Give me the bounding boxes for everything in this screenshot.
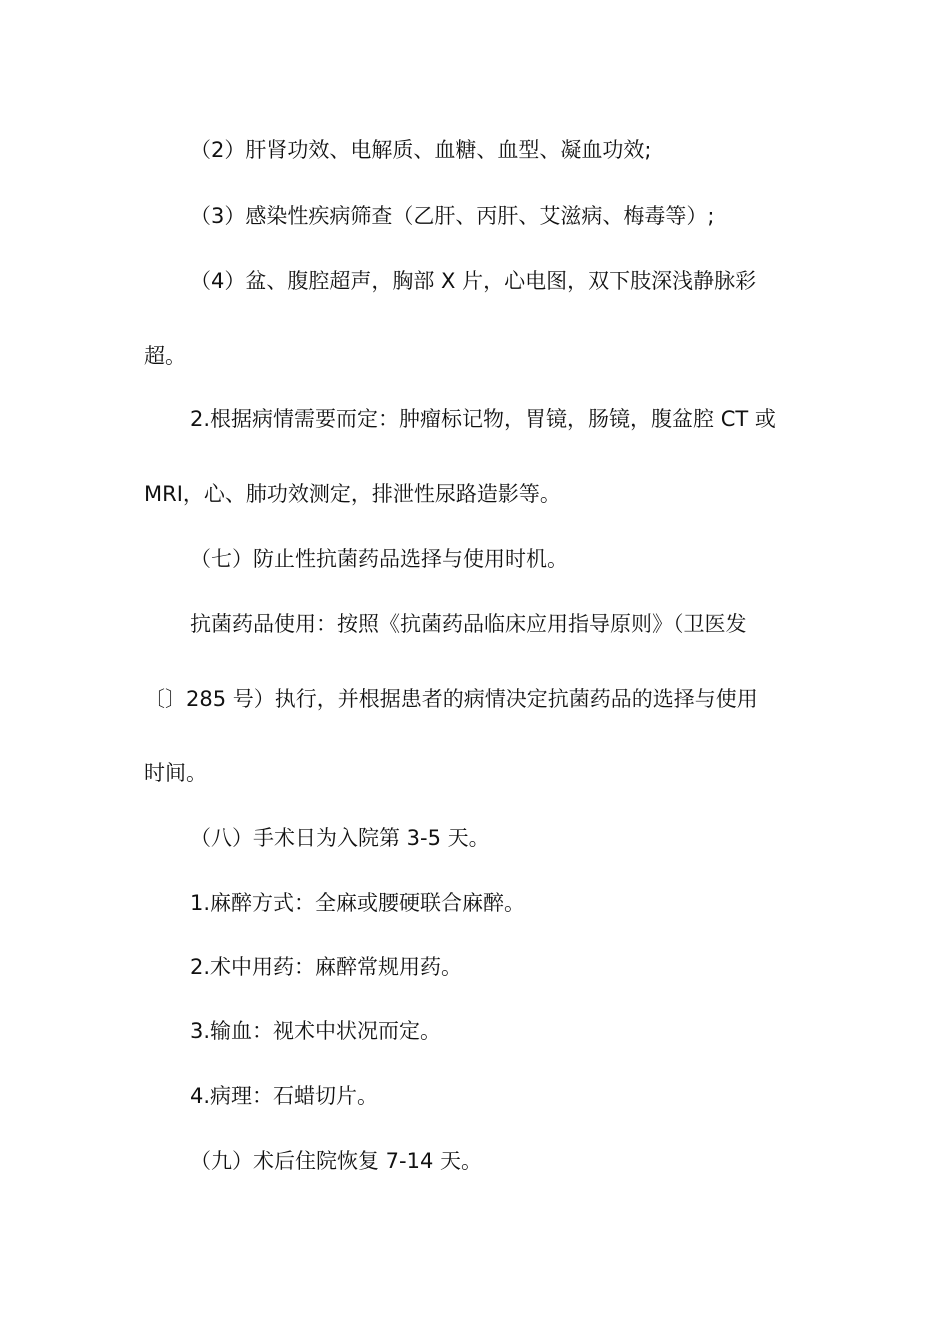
text-line-infection-screening: （3）感染性疾病筛查（乙肝、丙肝、艾滋病、梅毒等）; — [190, 204, 715, 228]
section-heading-postop-recovery: （九）术后住院恢复 7-14 天。 — [190, 1149, 483, 1173]
text-line-anesthesia: 1.麻醉方式：全麻或腰硬联合麻醉。 — [190, 891, 526, 915]
text-line-optional-tests: 2.根据病情需要而定：肿瘤标记物，胃镜，肠镜，腹盆腔 CT 或 — [190, 407, 776, 431]
text-line-optional-tests-continued: MRI，心、肺功效测定，排泄性尿路造影等。 — [144, 482, 561, 506]
text-line-antibiotic-usage-end: 时间。 — [144, 761, 207, 785]
text-line-imaging-continued: 超。 — [144, 344, 186, 368]
section-heading-antibiotics: （七）防止性抗菌药品选择与使用时机。 — [190, 547, 568, 571]
text-line-transfusion: 3.输血：视术中状况而定。 — [190, 1019, 442, 1043]
text-line-lab-tests: （2）肝肾功效、电解质、血糖、血型、凝血功效; — [190, 138, 652, 162]
text-line-intraop-medication: 2.术中用药：麻醉常规用药。 — [190, 955, 463, 979]
section-heading-surgery-day: （八）手术日为入院第 3-5 天。 — [190, 826, 490, 850]
text-line-imaging: （4）盆、腹腔超声，胸部 X 片，心电图，双下肢深浅静脉彩 — [190, 269, 757, 293]
text-line-pathology: 4.病理：石蜡切片。 — [190, 1084, 379, 1108]
text-line-antibiotic-usage-continued: 〔〕285 号）执行，并根据患者的病情决定抗菌药品的选择与使用 — [144, 687, 758, 711]
text-line-antibiotic-usage: 抗菌药品使用：按照《抗菌药品临床应用指导原则》（卫医发 — [190, 612, 747, 636]
